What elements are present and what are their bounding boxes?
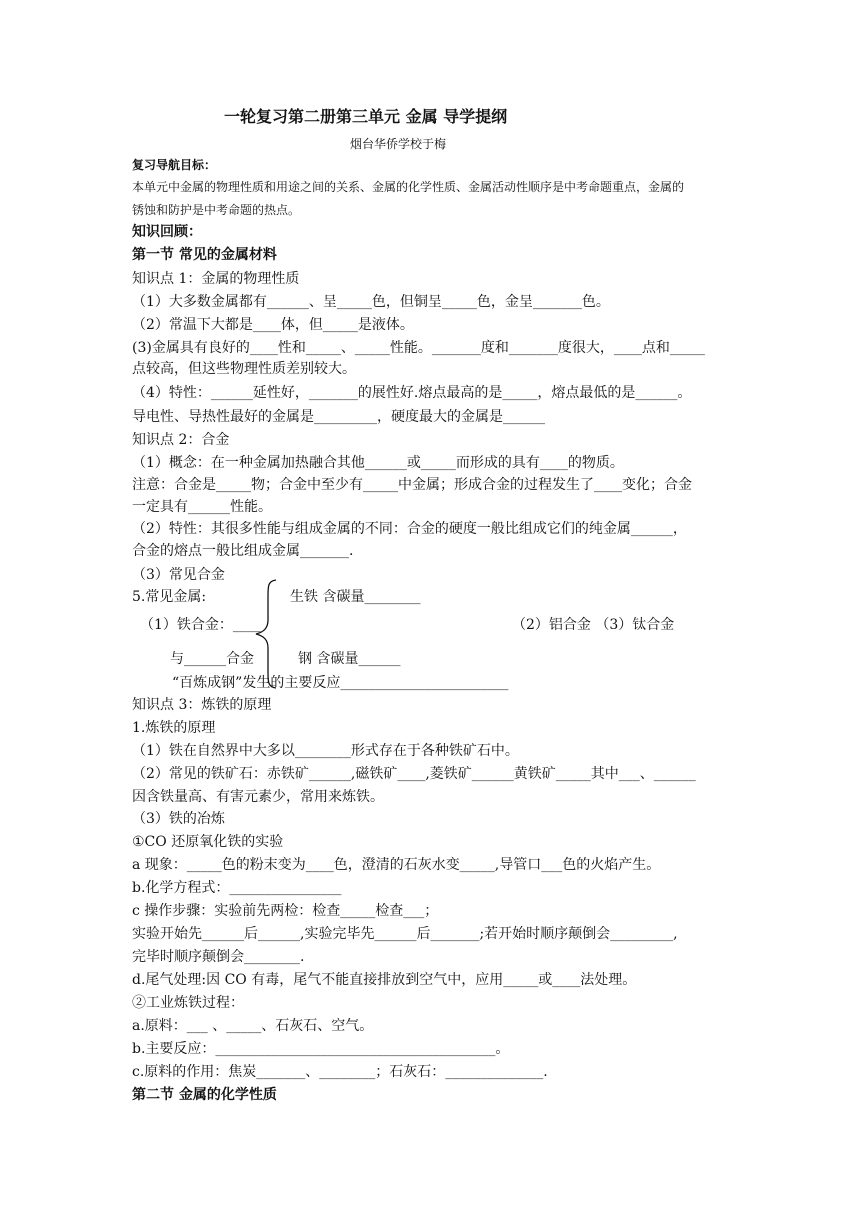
kp3-heading-1: 1.炼铁的原理 [132,720,216,736]
kp1-line-4: 点较高，但这些物理性质差别较大。 [132,361,356,377]
document-title: 一轮复习第二册第三单元 金属 导学提纲 [224,107,508,126]
bailian-reaction: “百炼成钢”发生的主要反应________________________ [172,675,509,691]
operation-steps-3: 完毕时顺序颠倒会________. [132,949,305,965]
section-2-heading: 第二节 金属的化学性质 [132,1087,277,1103]
knowledge-point-3: 知识点 3：炼铁的原理 [132,697,272,713]
goal-text-line-2: 锈蚀和防护是中考命题的热点。 [132,203,301,217]
section-1-heading: 第一节 常见的金属材料 [132,247,277,263]
chemical-equation: b.化学方程式：________________ [132,880,342,896]
aluminum-titanium-alloys: （2）铝合金 （3）钛合金 [512,617,675,633]
review-heading: 知识回顾： [132,224,202,240]
author-line: 烟台华侨学校于梅 [350,137,447,151]
kp3-line-2: （2）常见的铁矿石：赤铁矿______,磁铁矿____,菱铁矿______黄铁矿_____其中___、______ [132,766,696,782]
pig-iron-carbon: 生铁 含碳量________ [290,589,421,605]
kp1-line-3: (3)金属具有良好的____性和_____、_____性能。_______度和_______度很大，____点和_____ [132,340,705,356]
goal-heading: 复习导航目标： [132,158,217,172]
knowledge-point-1: 知识点 1：金属的物理性质 [132,271,300,287]
kp2-line-1: （1）概念：在一种金属加热融合其他______或_____而形成的具有____的物质。 [132,455,624,471]
raw-material-roles: c.原料的作用：焦炭_______、________；石灰石：______________. [132,1064,548,1080]
kp2-line-3: 一定具有______性能。 [132,499,272,515]
kp3-line-4: （3）铁的冶炼 [132,811,225,827]
operation-steps: c 操作步骤：实验前先两检：检查_____检查___； [132,903,439,919]
industrial-raw-materials: a.原料：___ 、_____、石灰石、空气。 [132,1018,374,1034]
kp3-line-3: 因含铁量高、有害元素少，常用来炼铁。 [132,789,384,805]
co-experiment-heading: ①CO 还原氧化铁的实验 [132,834,284,850]
operation-steps-2: 实验开始先______后______,实验完毕先______后_______;若开始时顺序颠倒会_________, [132,926,678,942]
knowledge-point-2: 知识点 2：合金 [132,432,230,448]
kp2-line-5: 合金的熔点一般比组成金属_______. [132,543,354,559]
kp2-line-4: （2）特性：其很多性能与组成金属的不同：合金的硬度一般比组成它们的纯金属______， [132,521,687,537]
kp1-line-5: （4）特性：______延性好，_______的展性好.熔点最高的是_____，熔点最低的是______。 [132,385,692,401]
kp1-line-1: （1）大多数金属都有______、呈_____色，但铜呈_____色，金呈_______色。 [132,294,610,310]
iron-alloy-label: （1）铁合金：____ [140,617,261,633]
kp2-line-2: 注意：合金是_____物；合金中至少有_____中金属；形成合金的过程发生了____变化；合金 [132,477,692,493]
alloy-with-blank: 与______合金 [170,651,254,667]
steel-carbon: 钢 含碳量______ [298,651,401,667]
tail-gas-treatment: d.尾气处理:因 CO 有毒，尾气不能直接排放到空气中，应用_____或____法处理。 [132,972,637,988]
industrial-main-reaction: b.主要反应：________________________________________。 [132,1041,510,1057]
experiment-phenomenon: a 现象：_____色的粉末变为____色，澄清的石灰水变_____,导管口___色的火焰产生。 [132,857,661,873]
common-metal-label: 5.常见金属: [132,589,207,605]
goal-text-line-1: 本单元中金属的物理性质和用途之间的关系、金属的化学性质、金属活动性顺序是中考命题重点，金属的 [132,180,685,194]
kp2-line-6: （3）常见合金 [132,567,225,583]
industrial-heading: ②工业炼铁过程： [132,995,244,1011]
kp3-line-1: （1）铁在自然界中大多以________形式存在于各种铁矿石中。 [132,743,519,759]
kp1-line-2: （2）常温下大都是____体，但_____是液体。 [132,317,414,333]
kp1-line-6: 导电性、导热性最好的金属是_________，硬度最大的金属是______ [132,409,545,425]
